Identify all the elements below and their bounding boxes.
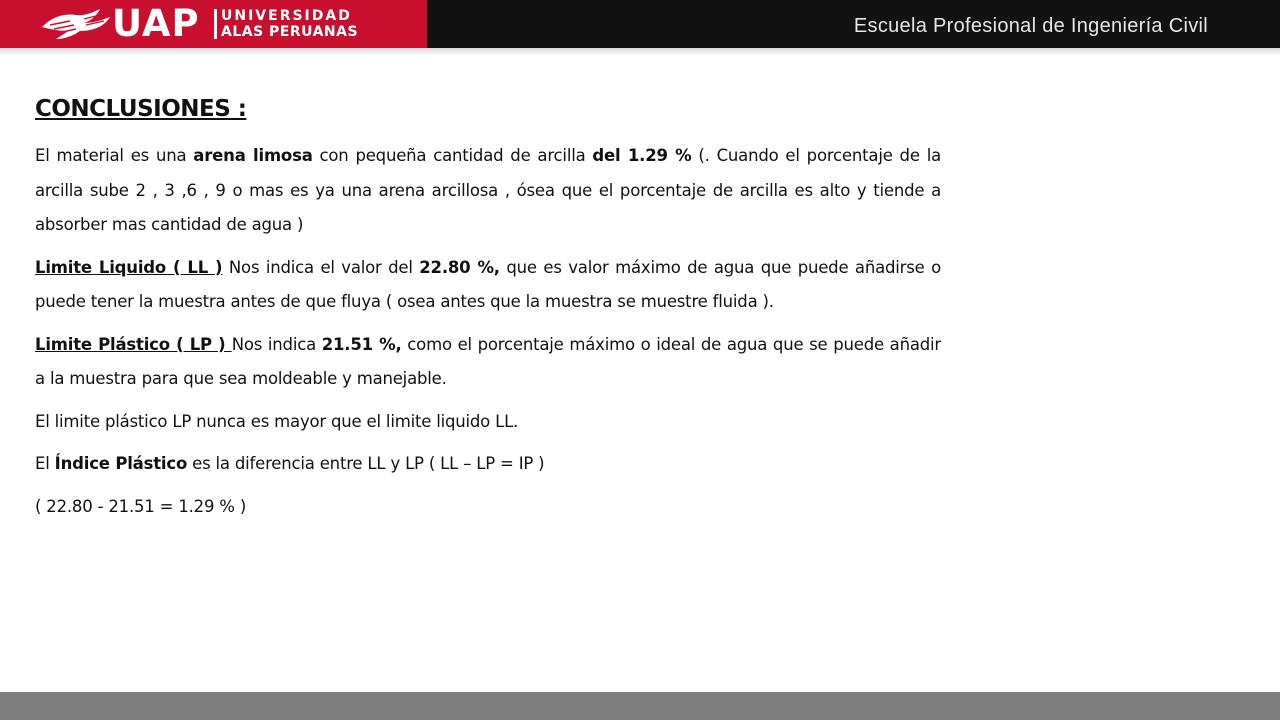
p5-bold-1: Índice Plástico [54, 454, 188, 473]
p5-text-2: es la diferencia entre LL y LP ( LL – LP = IP ) [187, 454, 545, 473]
paragraph-indice-plastico [35, 447, 941, 482]
university-logo [0, 0, 427, 48]
p3-text-1: Nos indica [231, 334, 322, 354]
header-shadow [0, 48, 1280, 56]
logo-line-1: UNIVERSIDAD [221, 8, 352, 24]
p1-text-1: El material es una [35, 146, 194, 165]
slide-title: CONCLUSIONES : [35, 96, 247, 122]
slide-content [35, 96, 941, 532]
p2-text-2: que es valor máximo de agua que puede añadirse o puede tener la muestra antes de que fluya ( osea antes que la muestra se muestre fluida ). [35, 257, 941, 311]
paragraph-comparison: El limite plástico LP nunca es mayor que el limite liquido LL. [35, 411, 519, 431]
p3-text-2: como el porcentaje máximo o ideal de agua que se puede añadir a la muestra para que sea moldeable y manejable. [35, 334, 941, 388]
p1-text-2: con pequeña cantidad de arcilla [312, 146, 593, 165]
p1-text-3: (. Cuando el porcentaje de la arcilla sube 2 , 3 ,6 , 9 o mas es ya una arena arcillosa , ósea que el porcentaje de arcilla es alto y tiende a absorber mas cantidad de agua ) [35, 146, 941, 234]
p5-text-1: El [35, 454, 55, 473]
paragraph-calculation: ( 22.80 - 21.51 = 1.29 % ) [35, 496, 247, 516]
logo-divider [214, 9, 217, 39]
p3-term: Limite Plástico ( LP ) [35, 334, 232, 354]
p1-bold-1: arena limosa [193, 146, 313, 165]
p2-bold-1: 22.80 %, [419, 257, 500, 277]
p3-bold-1: 21.51 %, [321, 334, 402, 354]
school-banner [427, 0, 1280, 48]
p1-bold-2: del 1.29 % [592, 146, 692, 165]
eagle-emblem-icon [40, 7, 112, 41]
logo-line-2: ALAS PERUANAS [221, 24, 359, 40]
paragraph-material [35, 139, 941, 243]
p2-text-1: Nos indica el valor del [222, 257, 420, 277]
p2-term: Limite Liquido ( LL ) [35, 257, 223, 277]
paragraph-limite-liquido [35, 251, 941, 320]
school-name: Escuela Profesional de Ingeniería Civil [853, 15, 1208, 37]
logo-university-name [221, 8, 358, 40]
logo-uap-text: UAP [112, 2, 200, 45]
footer-bar [0, 692, 1280, 720]
paragraph-limite-plastico [35, 328, 941, 397]
header-banner [0, 0, 1280, 48]
